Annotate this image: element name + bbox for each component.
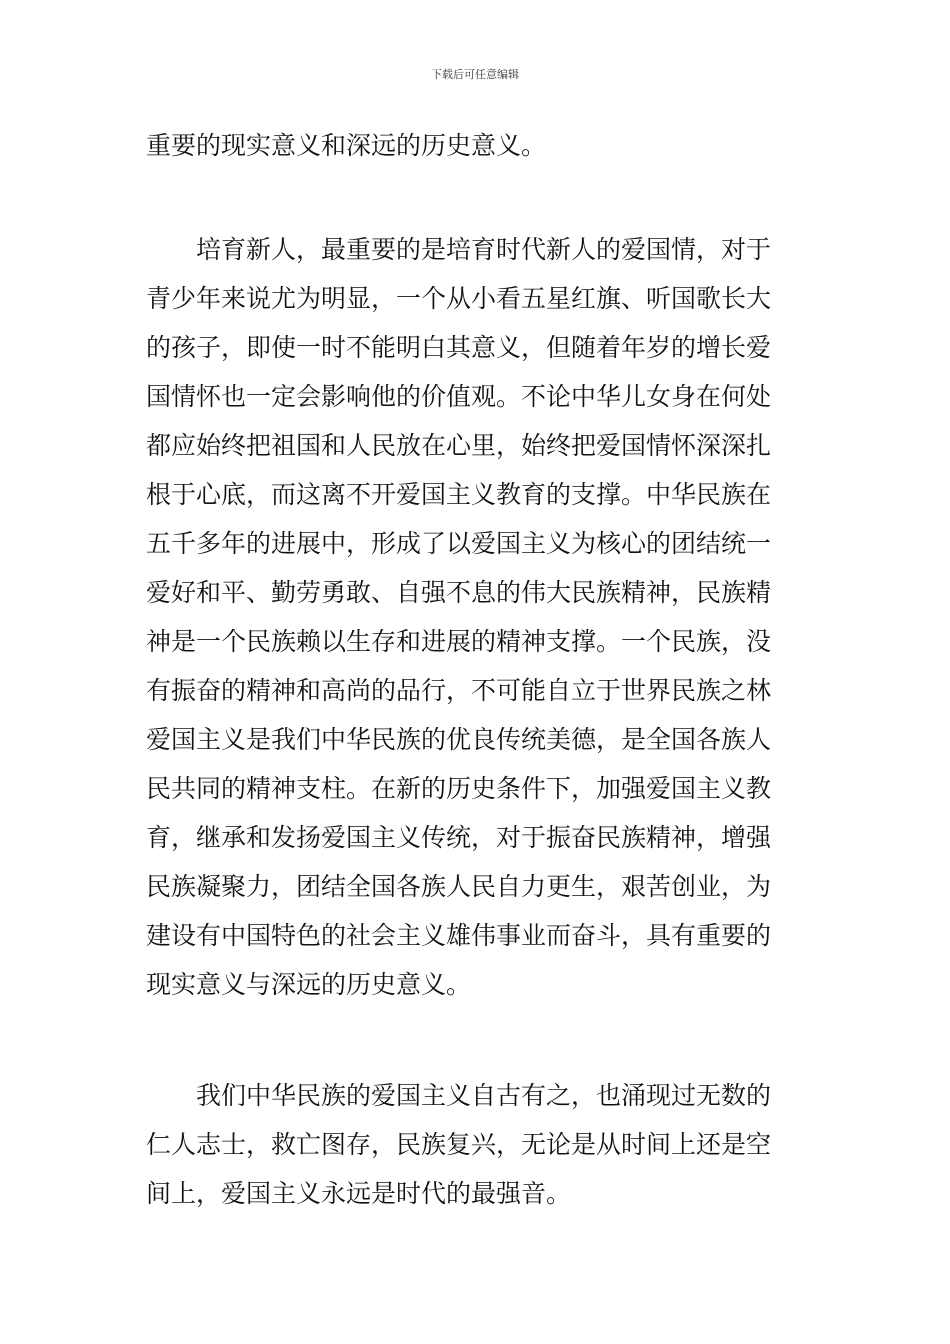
text-line: 根于心底，而这离不开爱国主义教育的支撑。中华民族在 bbox=[146, 480, 772, 509]
text-line: 神是一个民族赖以生存和进展的精神支撑。一个民族，没 bbox=[146, 627, 772, 656]
text-line: 都应始终把祖国和人民放在心里，始终把爱国情怀深深扎 bbox=[146, 431, 772, 460]
text-line: 爱好和平、勤劳勇敢、自强不息的伟大民族精神，民族精 bbox=[146, 578, 772, 607]
text-line: 民共同的精神支柱。在新的历史条件下，加强爱国主义教 bbox=[146, 774, 772, 803]
text-line: 民族凝聚力，团结全国各族人民自力更生，艰苦创业，为 bbox=[146, 872, 772, 901]
paragraph-2 bbox=[146, 225, 806, 1009]
text-line: 现实意义与深远的历史意义。 bbox=[146, 970, 472, 999]
text-line: 有振奋的精神和高尚的品行，不可能自立于世界民族之林 bbox=[146, 676, 772, 705]
text-line: 重要的现实意义和深远的历史意义。 bbox=[146, 131, 547, 160]
paragraph-3 bbox=[146, 1071, 806, 1218]
header-note: 下载后可任意编辑 bbox=[431, 68, 519, 81]
paragraph-1 bbox=[146, 121, 806, 170]
text-line: 我们中华民族的爱国主义自古有之，也涌现过无数的 bbox=[196, 1081, 772, 1110]
text-line: 育，继承和发扬爱国主义传统，对于振奋民族精神，增强 bbox=[146, 823, 772, 852]
text-line: 培育新人，最重要的是培育时代新人的爱国情，对于 bbox=[196, 235, 772, 264]
text-line: 的孩子，即使一时不能明白其意义，但随着年岁的增长爱 bbox=[146, 333, 772, 362]
text-line: 爱国主义是我们中华民族的优良传统美德，是全国各族人 bbox=[146, 725, 772, 754]
text-line: 仁人志士，救亡图存，民族复兴，无论是从时间上还是空 bbox=[146, 1130, 772, 1159]
text-line: 国情怀也一定会影响他的价值观。不论中华儿女身在何处 bbox=[146, 382, 772, 411]
text-line: 青少年来说尤为明显，一个从小看五星红旗、听国歌长大 bbox=[146, 284, 772, 313]
text-line: 间上，爱国主义永远是时代的最强音。 bbox=[146, 1179, 572, 1208]
text-line: 五千多年的进展中，形成了以爱国主义为核心的团结统一 bbox=[146, 529, 772, 558]
text-line: 建设有中国特色的社会主义雄伟事业而奋斗，具有重要的 bbox=[146, 921, 772, 950]
